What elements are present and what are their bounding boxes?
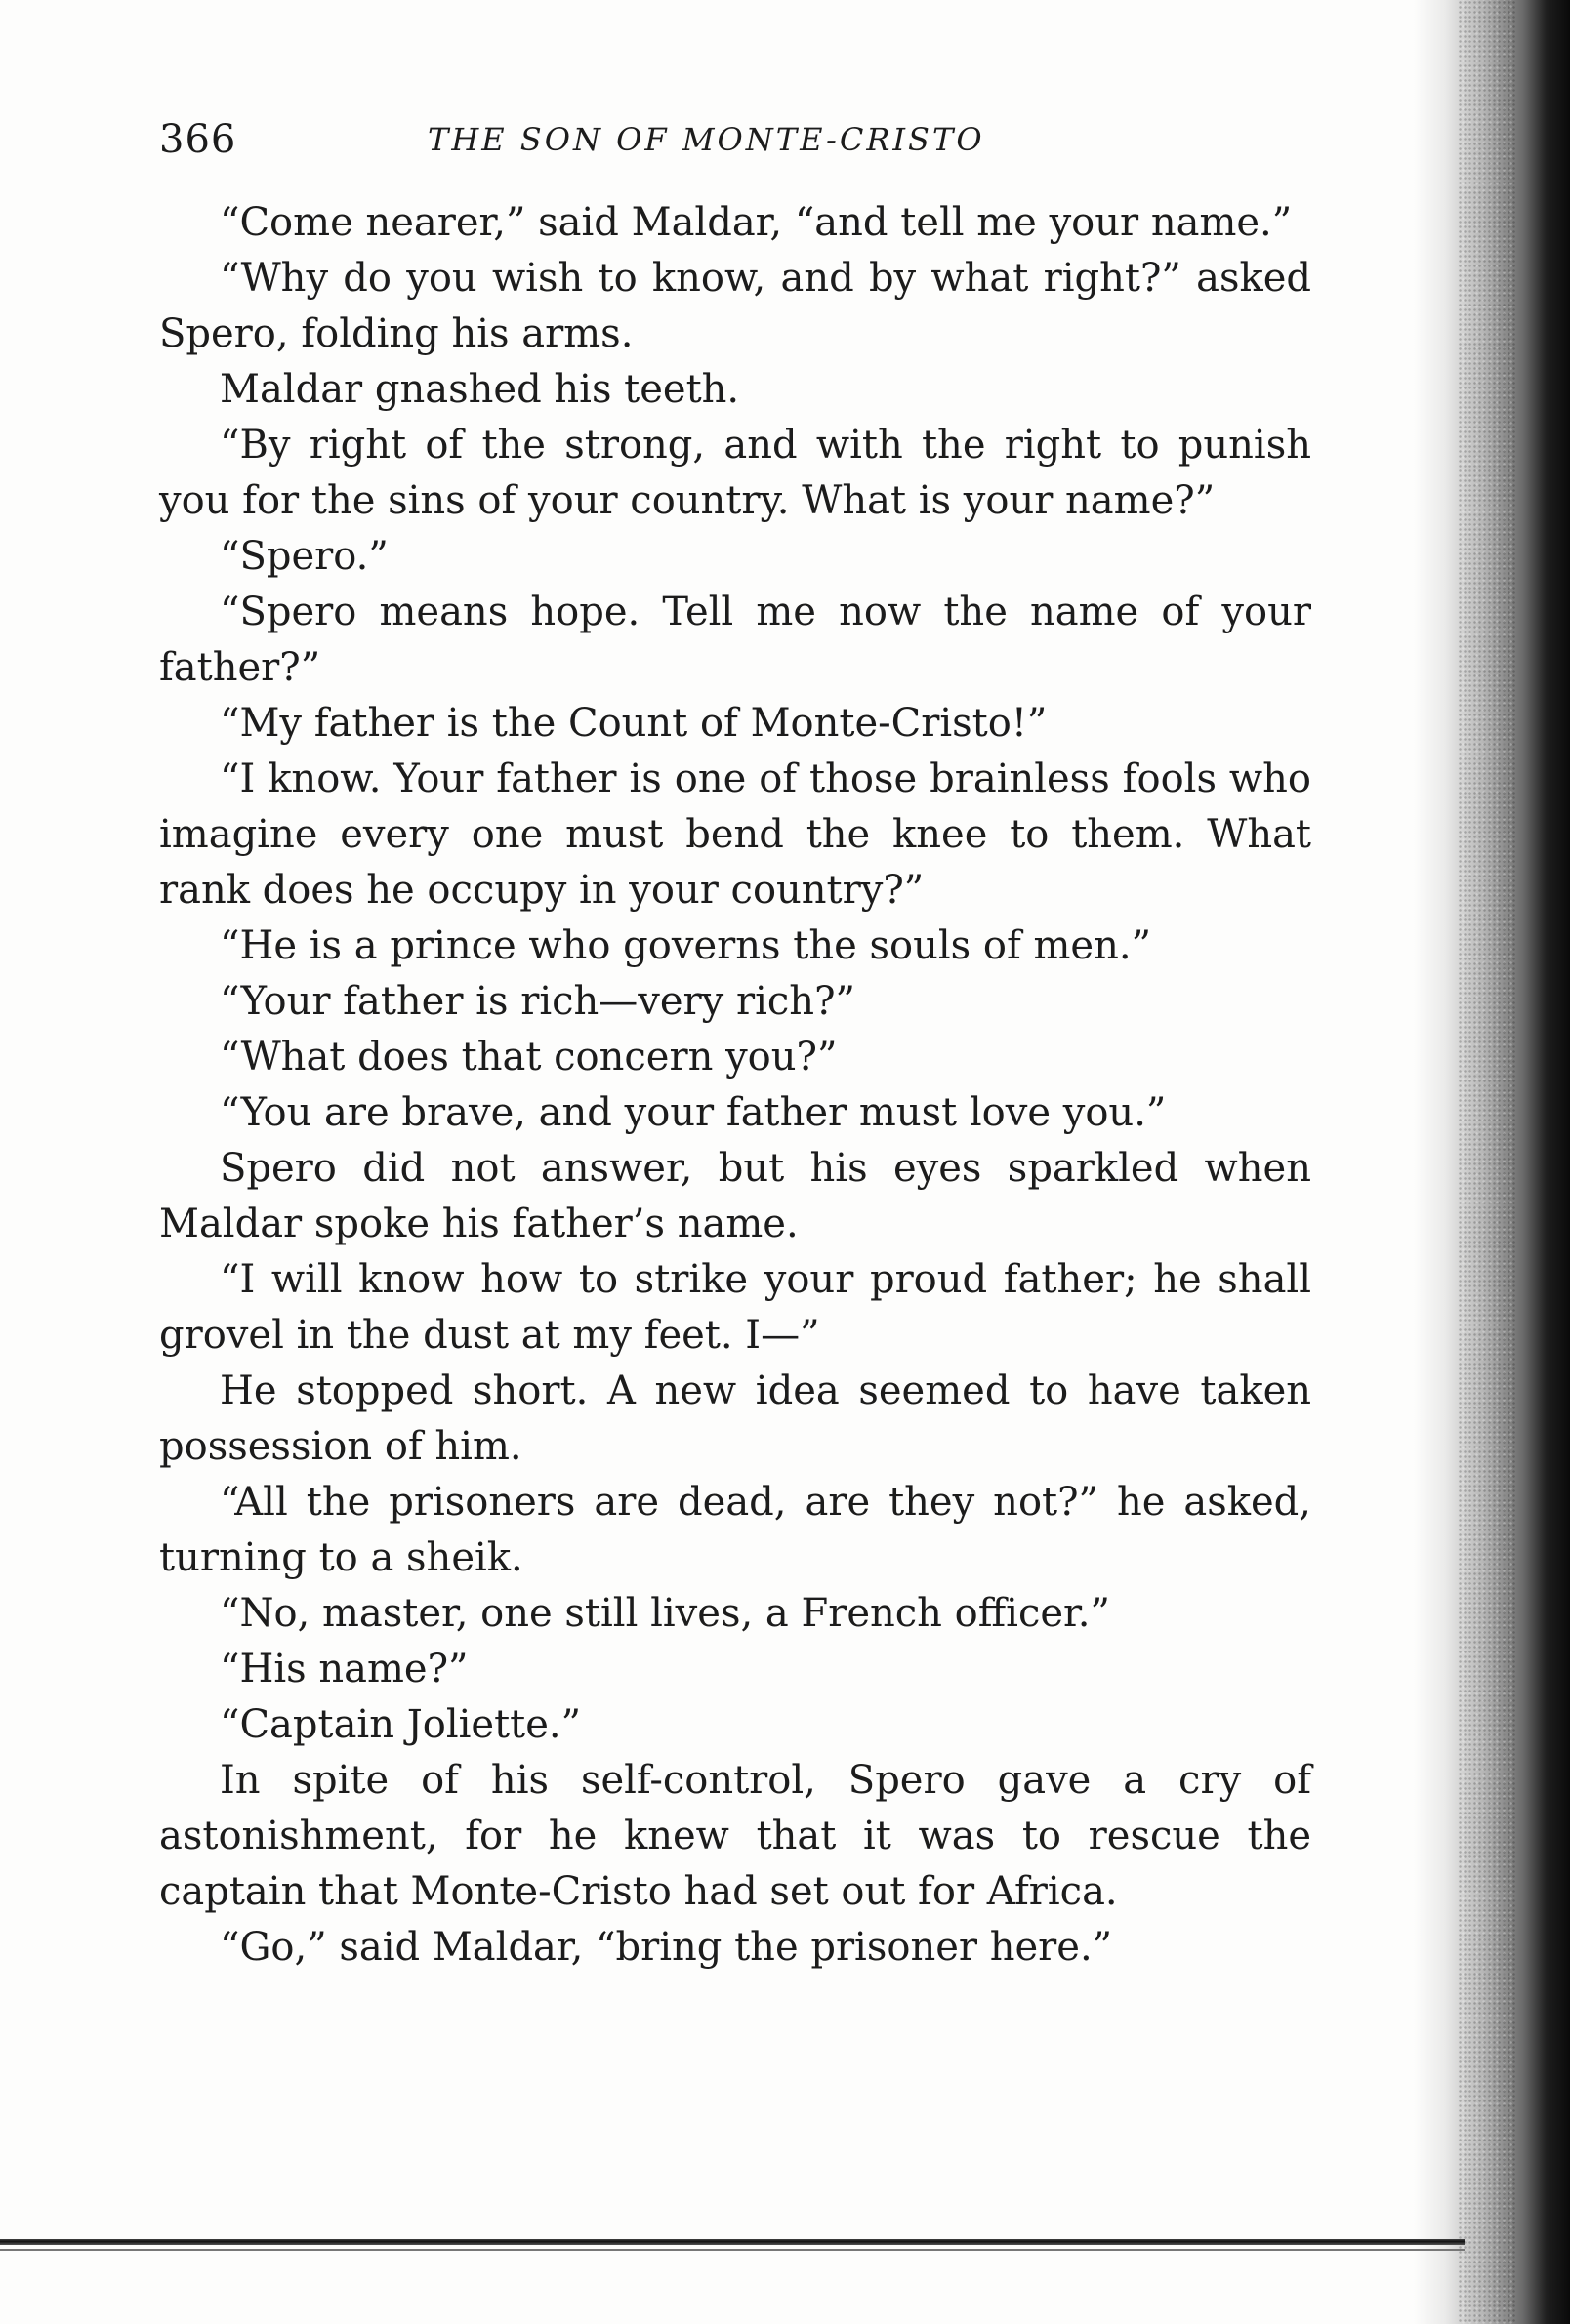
paragraph: “Spero.” bbox=[220, 534, 389, 579]
bottom-rule-thin bbox=[0, 2249, 1465, 2251]
running-head bbox=[159, 109, 1311, 168]
paragraph: “Come nearer,” said Maldar, “and tell me your name.” bbox=[220, 200, 1293, 245]
paragraph: “I will know how to strike your proud father; he shall grovel in the dust at my feet. I—” bbox=[159, 1257, 1311, 1358]
paragraph: In spite of his self-control, Spero gave a cry of astonishment, for he knew that it was to rescue the captain that Monte-Cristo had set out for Africa. bbox=[159, 1758, 1311, 1914]
paragraph: Spero did not answer, but his eyes sparkled when Maldar spoke his father’s name. bbox=[159, 1146, 1311, 1246]
paragraph: “No, master, one still lives, a French officer.” bbox=[220, 1591, 1110, 1636]
paragraph: “He is a prince who governs the souls of men.” bbox=[220, 923, 1152, 968]
paragraph: “All the prisoners are dead, are they not?” he asked, turning to a sheik. bbox=[159, 1480, 1311, 1580]
paragraph: “Captain Joliette.” bbox=[220, 1702, 582, 1747]
paragraph: “Your father is rich—very rich?” bbox=[220, 979, 855, 1024]
bottom-rule bbox=[0, 2239, 1465, 2245]
body-text bbox=[159, 195, 1311, 1976]
paragraph: “I know. Your father is one of those brainless fools who imagine every one must bend the knee to them. What rank does he occupy in your country?” bbox=[159, 756, 1311, 913]
paragraph: “Why do you wish to know, and by what right?” asked Spero, folding his arms. bbox=[159, 256, 1311, 356]
paragraph: “My father is the Count of Monte-Cristo!” bbox=[220, 701, 1048, 746]
page-number: 366 bbox=[159, 117, 237, 162]
paragraph: Maldar gnashed his teeth. bbox=[220, 367, 740, 412]
paragraph: He stopped short. A new idea seemed to have taken possession of him. bbox=[159, 1368, 1311, 1469]
paragraph: “Go,” said Maldar, “bring the prisoner here.” bbox=[220, 1925, 1113, 1970]
paragraph: “Spero means hope. Tell me now the name of your father?” bbox=[159, 590, 1311, 690]
paragraph: “By right of the strong, and with the right to punish you for the sins of your country. What is your name?” bbox=[159, 423, 1311, 523]
paragraph: “His name?” bbox=[220, 1647, 469, 1692]
running-title: THE SON OF MONTE-CRISTO bbox=[428, 121, 985, 158]
paragraph: “What does that concern you?” bbox=[220, 1035, 838, 1080]
page-edge-speckle bbox=[1458, 0, 1516, 2324]
paragraph: “You are brave, and your father must love you.” bbox=[220, 1090, 1167, 1135]
